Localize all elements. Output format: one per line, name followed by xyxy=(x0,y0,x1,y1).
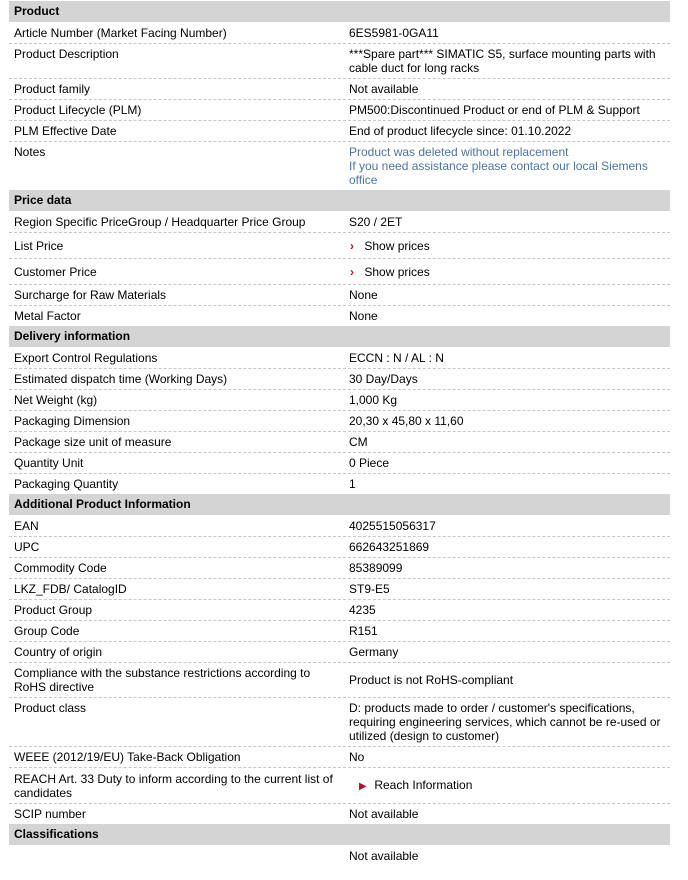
row-label: Packaging Quantity xyxy=(14,477,119,491)
row-value: ECCN : N / AL : N xyxy=(349,351,444,365)
table-row xyxy=(9,212,670,233)
row-label: PLM Effective Date xyxy=(14,124,117,138)
row-value: 4025515056317 xyxy=(349,519,436,533)
table-row xyxy=(9,642,670,663)
section-price-header: Price data xyxy=(9,190,670,212)
table-row xyxy=(9,846,670,866)
row-value: End of product lifecycle since: 01.10.2022 xyxy=(349,124,572,138)
row-value: No xyxy=(349,750,365,764)
row-label: SCIP number xyxy=(14,807,86,821)
row-label: Article Number (Market Facing Number) xyxy=(14,26,227,40)
list-price-link[interactable] xyxy=(344,236,670,256)
row-value: PM500:Discontinued Product or end of PLM & Support xyxy=(349,103,640,117)
table-row xyxy=(9,804,670,824)
row-value: None xyxy=(349,309,378,323)
table-row xyxy=(9,348,670,369)
row-value: Not available xyxy=(349,807,419,821)
table-row xyxy=(9,369,670,390)
show-prices-label[interactable]: Show prices xyxy=(364,264,430,279)
product-data-sheet xyxy=(9,1,670,866)
table-row xyxy=(9,537,670,558)
row-value: Germany xyxy=(349,645,399,659)
row-label: Compliance with the substance restrictions according to RoHS directive xyxy=(14,666,311,694)
row-label: Customer Price xyxy=(14,264,97,279)
table-row xyxy=(9,121,670,142)
classifications-value: Not available xyxy=(349,849,419,863)
table-row xyxy=(9,79,670,100)
table-row xyxy=(9,600,670,621)
row-label: Quantity Unit xyxy=(14,456,84,470)
table-row xyxy=(9,579,670,600)
row-label: Export Control Regulations xyxy=(14,351,158,365)
table-row xyxy=(9,516,670,537)
row-label: Product class xyxy=(14,701,87,715)
show-prices-label[interactable]: Show prices xyxy=(364,238,430,253)
row-label: Commodity Code xyxy=(14,561,107,575)
table-row xyxy=(9,23,670,44)
row-label: Packaging Dimension xyxy=(14,414,131,428)
row-value: R151 xyxy=(349,624,378,638)
row-value: 30 Day/Days xyxy=(349,372,418,386)
row-label: UPC xyxy=(14,540,40,554)
table-row xyxy=(9,142,670,190)
product-class-value: D: products made to order / customer's specifications, requiring engineering services, which cannot be re-used or utilized (design to customer) xyxy=(349,701,661,743)
table-row xyxy=(9,233,670,259)
row-label: Country of origin xyxy=(14,645,103,659)
table-row xyxy=(9,259,670,285)
table-row xyxy=(9,306,670,326)
article-number-value: 6ES5981-0GA11 xyxy=(349,26,439,40)
row-label: Product Description xyxy=(14,47,119,61)
row-label: Metal Factor xyxy=(14,309,81,323)
reach-information-link[interactable] xyxy=(344,775,670,797)
row-label: Group Code xyxy=(14,624,80,638)
table-row xyxy=(9,663,670,698)
row-value: Not available xyxy=(349,82,419,96)
table-row xyxy=(9,698,670,747)
row-value: 4235 xyxy=(349,603,376,617)
section-product-header: Product xyxy=(9,1,670,23)
table-row xyxy=(9,411,670,432)
row-label: Region Specific PriceGroup / Headquarter Price Group xyxy=(14,215,306,229)
row-label: LKZ_FDB/ CatalogID xyxy=(14,582,127,596)
contact-siemens-link[interactable]: If you need assistance please contact our local Siemens office xyxy=(349,159,648,187)
product-description-value: ***Spare part*** SIMATIC S5, surface mounting parts with cable duct for long racks xyxy=(349,47,656,75)
row-label: Notes xyxy=(14,145,46,159)
table-row xyxy=(9,621,670,642)
triangle-right-icon: ▶ xyxy=(359,780,367,792)
row-value: 662643251869 xyxy=(349,540,430,554)
table-row xyxy=(9,285,670,306)
deleted-without-replacement-link[interactable]: Product was deleted without replacement xyxy=(349,145,569,159)
row-value: 1 xyxy=(349,477,356,491)
row-label: REACH Art. 33 Duty to inform according to the current list of candidates xyxy=(14,771,333,800)
row-value: 85389099 xyxy=(349,561,403,575)
customer-price-link[interactable] xyxy=(344,262,670,282)
chevron-right-icon: › xyxy=(350,238,354,253)
row-value: Product is not RoHS-compliant xyxy=(349,673,514,687)
row-label: WEEE (2012/19/EU) Take-Back Obligation xyxy=(14,750,241,764)
table-row xyxy=(9,432,670,453)
row-value: CM xyxy=(349,435,368,449)
row-label: EAN xyxy=(14,519,39,533)
row-label: Product Group xyxy=(14,603,93,617)
table-row xyxy=(9,747,670,768)
table-row xyxy=(9,390,670,411)
table-row xyxy=(9,44,670,79)
table-row xyxy=(9,474,670,494)
section-additional-header: Additional Product Information xyxy=(9,494,670,516)
row-value: None xyxy=(349,288,378,302)
section-delivery-header: Delivery information xyxy=(9,326,670,348)
row-label: Package size unit of measure xyxy=(14,435,172,449)
row-value: S20 / 2ET xyxy=(349,215,403,229)
row-label: Product family xyxy=(14,82,91,96)
table-row xyxy=(9,100,670,121)
row-value: 20,30 x 45,80 x 11,60 xyxy=(349,414,464,428)
row-label: Surcharge for Raw Materials xyxy=(14,288,167,302)
row-value: 0 Piece xyxy=(349,456,390,470)
row-label xyxy=(9,846,344,866)
notes-value xyxy=(344,142,670,190)
row-label: Estimated dispatch time (Working Days) xyxy=(14,372,228,386)
row-label: List Price xyxy=(14,238,64,253)
row-value: 1,000 Kg xyxy=(349,393,398,407)
chevron-right-icon: › xyxy=(350,264,354,279)
table-row xyxy=(9,768,670,804)
table-row xyxy=(9,453,670,474)
table-row xyxy=(9,558,670,579)
row-label: Net Weight (kg) xyxy=(14,393,98,407)
section-classifications-header: Classifications xyxy=(9,824,670,846)
row-label: Product Lifecycle (PLM) xyxy=(14,103,142,117)
reach-information-label[interactable]: Reach Information xyxy=(374,777,473,792)
row-value: ST9-E5 xyxy=(349,582,390,596)
